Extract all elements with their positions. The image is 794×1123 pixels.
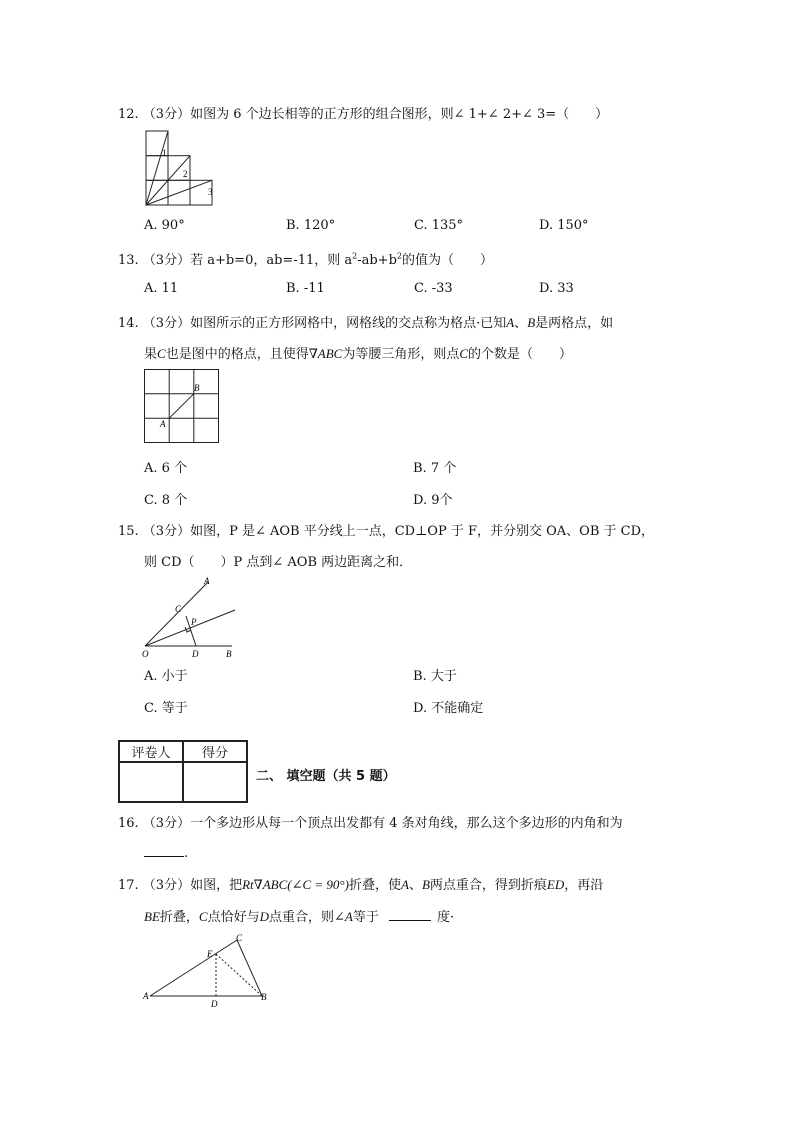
q15-label-d: D [192, 649, 199, 659]
q14-option-b[interactable]: B. 7 个 [413, 461, 457, 476]
q13-sup-2: 2 [396, 251, 402, 261]
q15-label-a: A [204, 576, 210, 586]
q17-label-a: A [143, 991, 149, 1001]
q12-option-b[interactable]: B. 120° [286, 218, 336, 233]
q12-figure [140, 128, 230, 208]
score-table-header-grader: 评卷人 [119, 741, 183, 762]
q15-option-c[interactable]: C. 等于 [144, 701, 188, 716]
q14-stem-line2: 果C也是图中的格点，且使得∇ABC为等腰三角形，则点C的个数是（ ） [144, 346, 573, 362]
q17-label-b: B [261, 992, 267, 1002]
q13-stem: 13. （3分）若 a+b=0，ab=-11，则 $a^2-ab+b^2$的值为（ ） [118, 251, 494, 268]
q12-angle-label-2: 2 [183, 169, 188, 179]
q13-sup-1: 2 [352, 251, 358, 261]
q14-option-a[interactable]: A. 6 个 [144, 461, 188, 476]
score-table-score-cell[interactable] [183, 762, 247, 802]
q12-stem: 12. （3分）如图为 6 个边长相等的正方形的组合图形，则∠ 1+∠ 2+∠ 3=（ ） [118, 107, 609, 122]
q17-label-c: C [236, 933, 243, 943]
q13-option-d[interactable]: D. 33 [539, 281, 574, 296]
q15-stem-line2: 则 CD（ ）P 点到∠ AOB 两边距离之和． [144, 555, 413, 570]
score-table [118, 740, 248, 803]
q12-option-c[interactable]: C. 135° [414, 218, 464, 233]
q15-label-c: C [175, 604, 182, 614]
q17-stem-line1: 17. （3分）如图，把Rt∇ABC(∠C = 90°)折叠，使A、B两点重合，得到折痕ED，再沿 [118, 877, 604, 893]
q15-option-a[interactable]: A. 小于 [144, 669, 188, 684]
q16-answer-blank[interactable] [144, 843, 184, 857]
q17-stem-line2: BE折叠，C点恰好与D点重合，则∠A等于 度· [144, 909, 455, 925]
section-title: 二、 填空题（共 5 题） [256, 769, 396, 784]
q12-angle-label-3: 3 [208, 187, 213, 197]
q15-label-b: B [226, 649, 232, 659]
q17-label-e: E [207, 949, 213, 959]
q14-option-c[interactable]: C. 8 个 [144, 493, 188, 508]
q16-stem-line2: . [144, 843, 188, 861]
q17-label-d: D [211, 999, 218, 1009]
q16-stem-line1: 16. （3分）一个多边形从每一个顶点出发都有 4 条对角线，那么这个多边形的内角和为 [118, 816, 623, 831]
q14-grid-figure [143, 368, 221, 444]
q14-option-d[interactable]: D. 9个 [413, 493, 453, 508]
score-table-grader-cell[interactable] [119, 762, 183, 802]
q14-stem-line1: 14. （3分）如图所示的正方形网格中，网格线的交点称为格点·已知A、B是两格点，如 [118, 315, 614, 331]
q13-option-a[interactable]: A. 11 [144, 281, 179, 296]
q12-option-d[interactable]: D. 150° [539, 218, 589, 233]
q15-stem-line1: 15. （3分）如图，P 是∠ AOB 平分线上一点，CD⊥OP 于 F，并分别交 OA、OB 于 CD， [118, 524, 655, 539]
q15-label-o: O [142, 649, 149, 659]
q15-option-b[interactable]: B. 大于 [413, 669, 457, 684]
q12-option-a[interactable]: A. 90° [144, 218, 185, 233]
q12-angle-label-1: 1 [162, 148, 167, 158]
q13-option-c[interactable]: C. -33 [414, 281, 453, 296]
q13-option-b[interactable]: B. -11 [286, 281, 325, 296]
q15-angle-figure [140, 574, 240, 660]
q17-triangle-figure [140, 930, 275, 1010]
q14-point-label-a: A [160, 419, 166, 429]
q14-point-label-b: B [194, 383, 200, 393]
score-table-header-score: 得分 [183, 741, 247, 762]
q15-option-d[interactable]: D. 不能确定 [413, 701, 484, 716]
q17-answer-blank[interactable] [389, 907, 431, 921]
q15-label-p: P [191, 617, 197, 627]
